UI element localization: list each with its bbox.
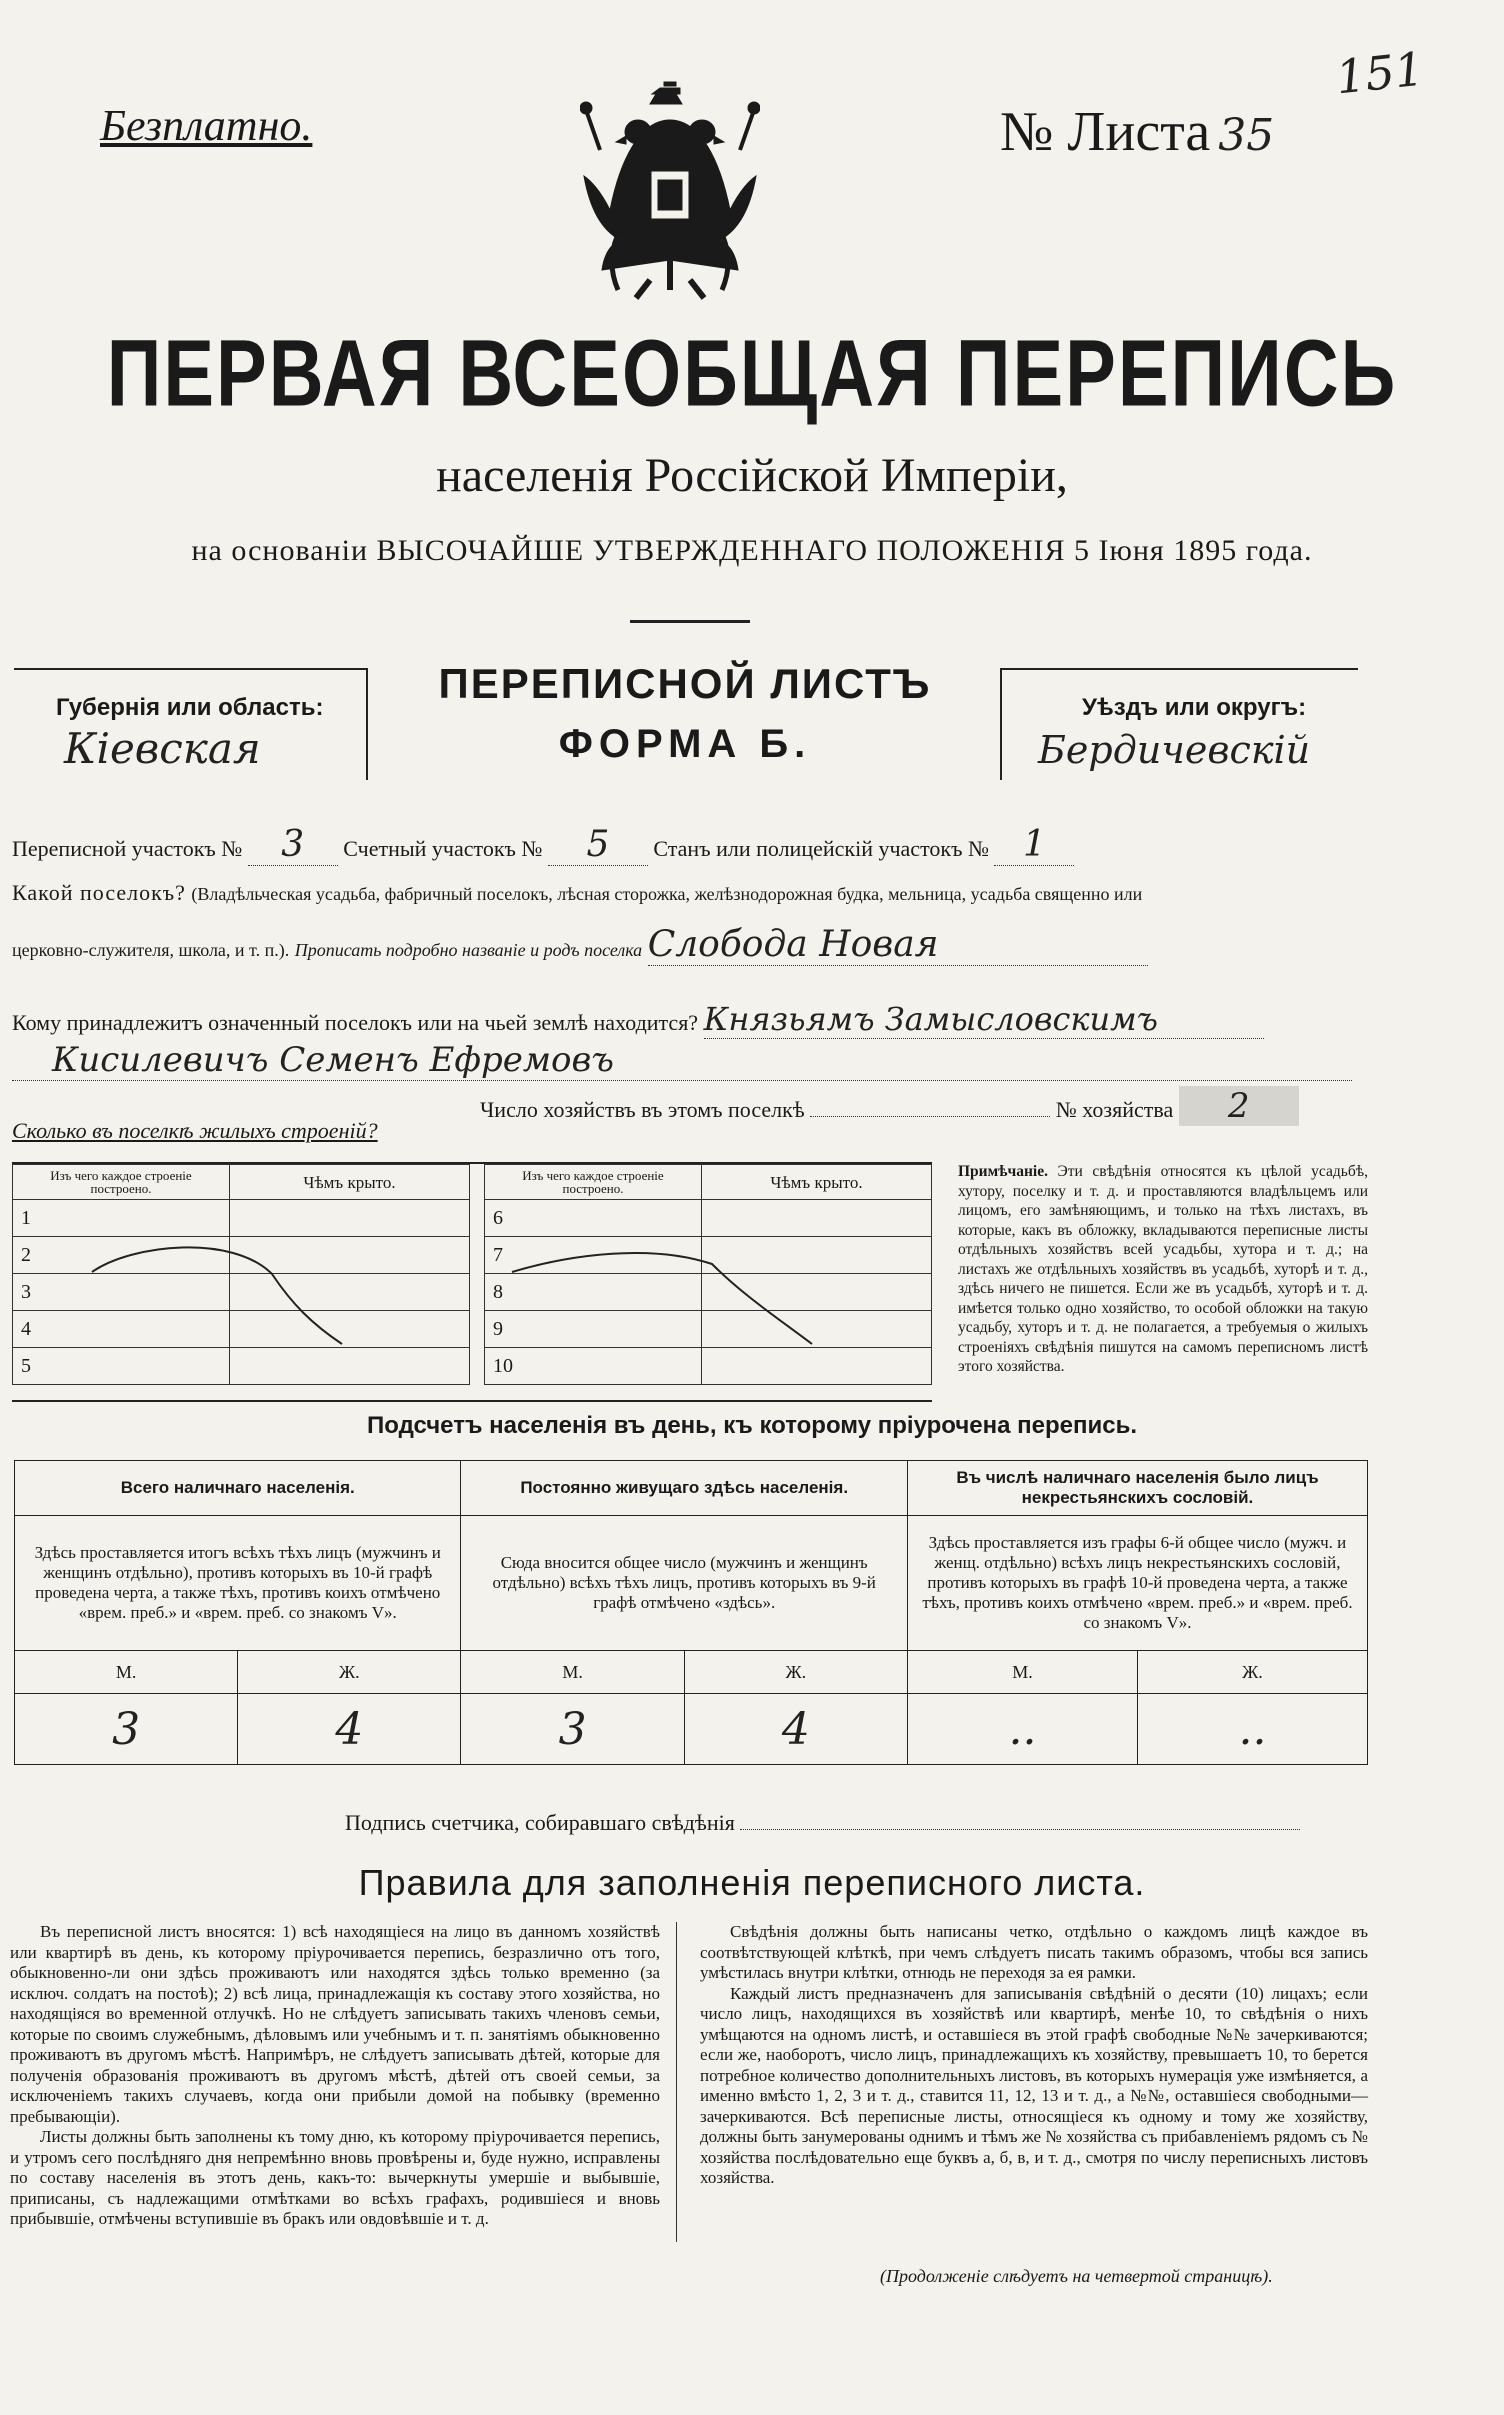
double-headed-eagle-emblem-icon bbox=[580, 80, 760, 310]
rules-left-paragraph-1: Въ переписной листъ вносятся: 1) всѣ находящіеся на лицо въ данномъ хозяйствѣ или квартирѣ въ день, къ которому пріурочивается перепись, безразлично отъ того, обыкновенно-ли они здѣсь проживаютъ или находятся здѣсь только временно (за исключ. солдатъ на постоѣ); 2) всѣ лица, принадлежащія къ составу этого хозяйства, но находящіяся во временной отлучкѣ. Но не слѣдуетъ записывать такихъ членовъ семьи, которые по своимъ служебнымъ, дѣловымъ или учебнымъ и т. п. занятіямъ обыкновенно проживаютъ въ другомъ мѣстѣ. Напримѣръ, не слѣдуетъ записывать дѣтей, которые для полученія образованія проживаютъ въ другомъ мѣстѣ, дѣтей отъ своей семьи, за исключеніемъ такихъ случаевъ, когда они прибыли домой на побывку (временно пребывающіи). bbox=[10, 1922, 660, 2126]
row-number: 1 bbox=[13, 1200, 230, 1237]
row-number: 3 bbox=[13, 1274, 230, 1311]
buildings-note bbox=[958, 1162, 1368, 1377]
households-value[interactable] bbox=[810, 1116, 1050, 1117]
households-line bbox=[480, 1086, 1299, 1126]
col-non-peasant-description: Здѣсь проставляется изъ графы 6-й общее число (мужч. и женщ. отдѣльно) всѣхъ лицъ некрестьянскихъ сословій, противъ которыхъ въ графѣ 10-й проведена черта, а также тѣхъ, противъ коихъ отмѣчено «врем. преб.» и «врем. преб. со знакомъ V». bbox=[907, 1516, 1367, 1651]
settlement-label: Какой поселокъ? bbox=[12, 880, 186, 905]
count-title: Подсчетъ населенія въ день, къ которому пріурочена перепись. bbox=[367, 1412, 1137, 1439]
province-label: Губернія или область: bbox=[56, 694, 324, 721]
male-label: М. bbox=[461, 1651, 684, 1694]
note-text: Эти свѣдѣнія относятся къ цѣлой усадьбѣ, хутору, поселку и т. д. и проставляются владѣльцемъ или лицомъ, его замѣняющимъ, и только на тѣхъ листахъ, въ которые, какъ въ обложку, вкладываются переписные листы отдѣльныхъ хозяйствъ всей усадьбы, хутора и т. д.; на листахъ же отдѣльныхъ хозяйствъ въ усадьбѣ, хуторѣ и т. д., здѣсь ничего не пишется. Если же въ усадьбѣ, хуторѣ и т. д. имѣется только одно хозяйство, то особой обложки на такую усадьбу, хуторъ и т. д. не полагается, а требуемыя о жилыхъ строеніяхъ свѣдѣнія пишутся на самомъ переписномъ листѣ этого хозяйства. bbox=[958, 1163, 1369, 1375]
row-number: 4 bbox=[13, 1311, 230, 1348]
col-present-description: Здѣсь проставляется итогъ всѣхъ тѣхъ лицъ (мужчинъ и женщинъ отдѣльно), противъ которыхъ въ 10-й графѣ проведена черта, а также тѣхъ, противъ коихъ отмѣчено «врем. преб.» и «врем. преб. со знакомъ V». bbox=[15, 1516, 461, 1651]
rules-left-column bbox=[10, 1922, 660, 2230]
present-female-value[interactable]: 4 bbox=[238, 1694, 461, 1765]
row-number: 9 bbox=[485, 1311, 702, 1348]
sheet-number-label: № Листа bbox=[1000, 101, 1211, 163]
row-number: 7 bbox=[485, 1237, 702, 1274]
households-label: Число хозяйствъ въ этомъ поселкѣ bbox=[480, 1097, 805, 1122]
document-title: ПЕРВАЯ ВСЕОБЩАЯ ПЕРЕПИСЬ bbox=[106, 320, 1398, 427]
rules-title: Правила для заполненія переписного листа. bbox=[358, 1862, 1146, 1903]
sheet-number-value: 35 bbox=[1218, 110, 1275, 161]
col-roof-header: Чѣмъ крыто. bbox=[230, 1165, 470, 1200]
row-number: 6 bbox=[485, 1200, 702, 1237]
document-subtitle: населенія Россійской Имперіи, bbox=[436, 449, 1068, 502]
strike-through-marks-icon bbox=[12, 1164, 932, 1400]
col-roof-header: Чѣмъ крыто. bbox=[702, 1165, 932, 1200]
col-resident-header: Постоянно живущаго здѣсь населенія. bbox=[461, 1461, 907, 1516]
settlement-hint-3: Прописать подробно названіе и родъ поселка bbox=[294, 940, 643, 960]
household-no-label: № хозяйства bbox=[1055, 1097, 1174, 1122]
male-label: М. bbox=[907, 1651, 1137, 1694]
note-label: Примѣчаніе. bbox=[958, 1163, 1048, 1180]
counting-section-value[interactable]: 5 bbox=[548, 824, 648, 866]
col-material-header: Изъ чего каждое строеніе построено. bbox=[485, 1165, 702, 1200]
col-non-peasant-header: Въ числѣ наличнаго населенія было лицъ некрестьянскихъ сословій. bbox=[907, 1461, 1367, 1516]
form-title: ПЕРЕПИСНОЙ ЛИСТЪ bbox=[438, 660, 932, 707]
row-number: 10 bbox=[485, 1348, 702, 1385]
signature-field[interactable] bbox=[740, 1829, 1300, 1830]
resident-male-value[interactable]: 3 bbox=[461, 1694, 684, 1765]
sheet-number bbox=[1000, 100, 1274, 164]
signature-line bbox=[345, 1810, 1300, 1836]
owner-line bbox=[12, 1000, 1264, 1039]
non-peasant-female-value[interactable]: .. bbox=[1137, 1694, 1367, 1765]
resident-female-value[interactable]: 4 bbox=[684, 1694, 907, 1765]
district-box bbox=[1000, 668, 1358, 780]
census-section-value[interactable]: 3 bbox=[248, 824, 338, 866]
owner-label: Кому принадлежитъ означенный поселокъ или на чьей землѣ находится? bbox=[12, 1010, 699, 1035]
settlement-hint-2: церковно-служителя, школа, и т. п.). bbox=[12, 940, 290, 960]
owner-line-2 bbox=[12, 1040, 1352, 1081]
settlement-line-2 bbox=[12, 924, 1148, 966]
province-box bbox=[14, 668, 368, 780]
legal-basis-line: на основаніи ВЫСОЧАЙШЕ УТВЕРЖДЕННАГО ПОЛОЖЕНІЯ 5 Іюня 1895 года. bbox=[191, 534, 1313, 567]
rules-right-paragraph-2: Каждый листъ предназначенъ для записыванія свѣдѣній о десяти (10) лицахъ; если число лицъ, находящихся въ хозяйствѣ или квартирѣ, менѣе 10, то свѣдѣнія о нихъ умѣщаются на одномъ листѣ, и оставшіеся въ этой графѣ свободные №№ зачеркиваются; если же, наоборотъ, число лицъ, принадлежащихъ къ хозяйству, превышаетъ 10, то берется потребное количество дополнительныхъ листовъ, въ которыхъ нумерація уже измѣняется, а именно вмѣсто 1, 2, 3 и т. д., ставится 11, 12, 13 и т. д., а №№, оставшіеся свободными—зачеркиваются. Всѣ переписные листы, относящіеся къ одному и тому же хозяйству, должны быть занумерованы однимъ и тѣмъ же № хозяйства съ прибавленіемъ рядомъ съ № хозяйства послѣдовательно еще буквъ а, б, в, и т. д., смотря по числу переписныхъ листовъ хозяйства. bbox=[700, 1983, 1368, 2187]
rules-right-column bbox=[700, 1922, 1368, 2189]
title-divider bbox=[630, 620, 750, 623]
female-label: Ж. bbox=[1137, 1651, 1367, 1694]
female-label: Ж. bbox=[238, 1651, 461, 1694]
buildings-label: Сколько въ поселкѣ жилыхъ строеній? bbox=[12, 1118, 378, 1143]
continued-note: (Продолженіе слѣдуетъ на четвертой страницѣ). bbox=[880, 2266, 1273, 2286]
settlement-hint-1: (Владѣльческая усадьба, фабричный поселокъ, лѣсная сторожка, желѣзнодорожная будка, мельница, усадьба священно или bbox=[191, 884, 1143, 904]
row-number: 8 bbox=[485, 1274, 702, 1311]
present-male-value[interactable]: 3 bbox=[15, 1694, 238, 1765]
population-count-table bbox=[14, 1460, 1368, 1765]
col-resident-description: Сюда вносится общее число (мужчинъ и женщинъ отдѣльно) всѣхъ тѣхъ лицъ, противъ которыхъ въ 9-й графѣ отмѣчено «здѣсь». bbox=[461, 1516, 907, 1651]
non-peasant-male-value[interactable]: .. bbox=[907, 1694, 1137, 1765]
census-section-label: Переписной участокъ № bbox=[12, 836, 243, 861]
male-label: М. bbox=[15, 1651, 238, 1694]
signature-label: Подпись счетчика, собиравшаго свѣдѣнія bbox=[345, 1810, 735, 1835]
rules-right-paragraph-1: Свѣдѣнія должны быть написаны четко, отдѣльно о каждомъ лицѣ каждое въ соотвѣтствующей клѣткѣ, при чемъ слѣдуетъ писать такимъ образомъ, чтобы вся запись умѣстилась внутри клѣтки, отнюдь не переходя за ея рамки. bbox=[700, 1922, 1368, 1982]
corner-sheet-number: 151 bbox=[1333, 41, 1427, 105]
row-number: 2 bbox=[13, 1237, 230, 1274]
province-value[interactable]: Кіевская bbox=[64, 724, 261, 773]
district-label: Уѣздъ или округъ: bbox=[1082, 694, 1307, 721]
row-number: 5 bbox=[13, 1348, 230, 1385]
settlement-value[interactable]: Слобода Новая bbox=[648, 924, 1148, 966]
owner-value-1[interactable]: Князьямъ Замысловскимъ bbox=[704, 1000, 1264, 1039]
sections-line bbox=[12, 824, 1074, 866]
district-value[interactable]: Бердичевскій bbox=[1038, 728, 1311, 772]
col-present-header: Всего наличнаго населенія. bbox=[15, 1461, 461, 1516]
col-material-header: Изъ чего каждое строеніе построено. bbox=[13, 1165, 230, 1200]
female-label: Ж. bbox=[684, 1651, 907, 1694]
police-section-value[interactable]: 1 bbox=[994, 824, 1074, 866]
household-no-value[interactable]: 2 bbox=[1179, 1086, 1299, 1126]
free-of-charge-label: Безплатно. bbox=[100, 101, 313, 150]
rules-column-divider bbox=[676, 1922, 677, 2242]
rules-left-paragraph-2: Листы должны быть заполнены къ тому дню, къ которому пріурочивается перепись, и утромъ сего послѣдняго дня непремѣнно вновь провѣрены и, буде нужно, исправлены по составу населенія въ этотъ день, какъ-то: вычеркнуты умершіе и выбывшіе, приписаны, съ надлежащими отмѣтками во всѣхъ графахъ, родившіеся и вновь прибывшіе, отмѣчены вступившіе въ бракъ или овдовѣвшіе и т. д. bbox=[10, 2127, 660, 2228]
owner-value-2[interactable]: Кисилевичъ Семенъ Ефремовъ bbox=[12, 1040, 1352, 1081]
police-section-label: Станъ или полицейскій участокъ № bbox=[653, 836, 989, 861]
settlement-line bbox=[12, 880, 1142, 906]
counting-section-label: Счетный участокъ № bbox=[343, 836, 543, 861]
buildings-table bbox=[12, 1162, 932, 1402]
form-subtitle: ФОРМА Б. bbox=[558, 722, 812, 766]
